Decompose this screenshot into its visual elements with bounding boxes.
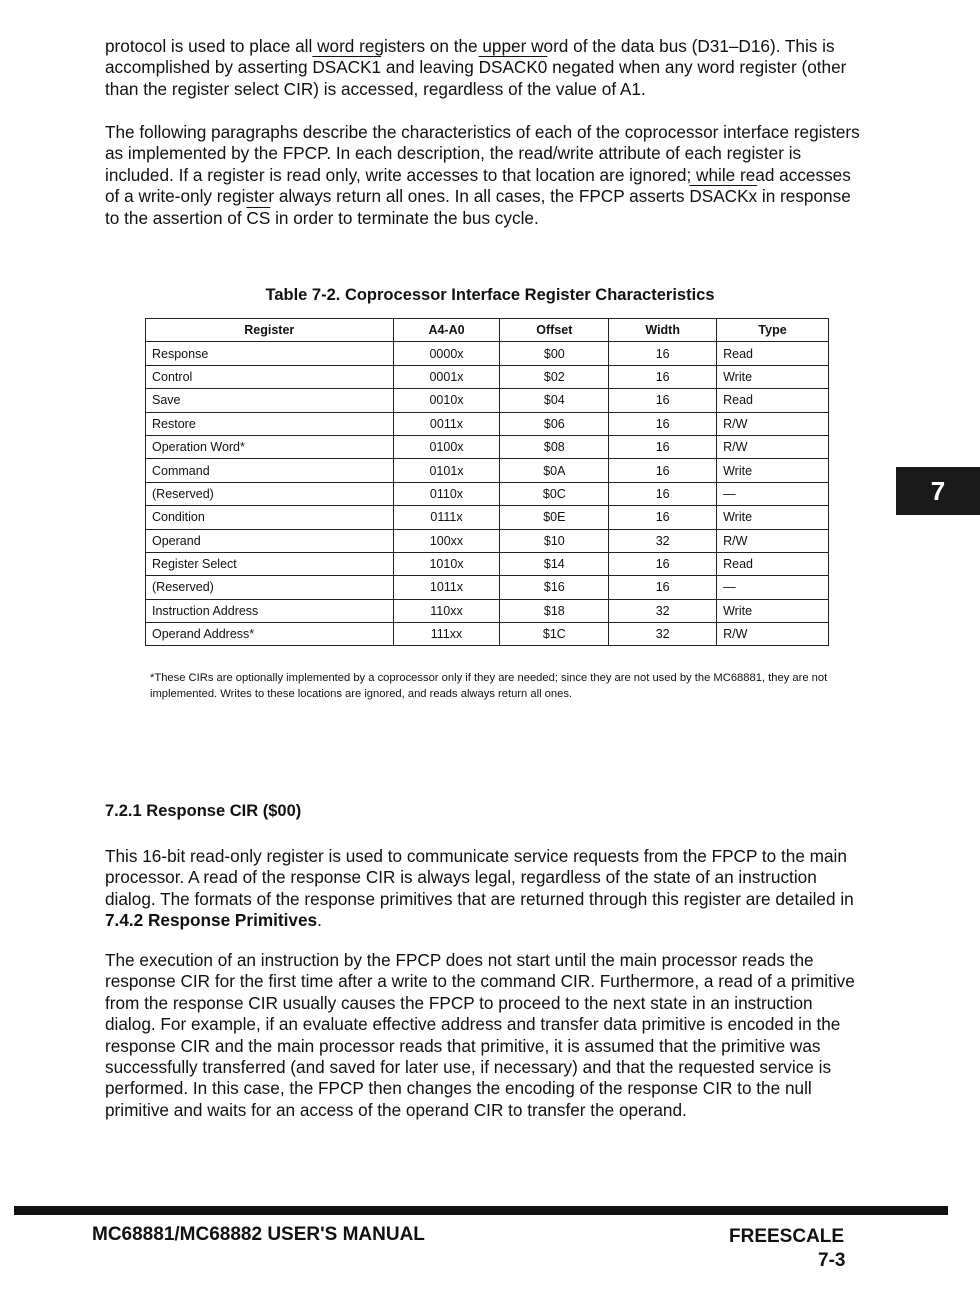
cell-type: Read [717,342,829,365]
cell-offset: $02 [500,365,609,388]
register-table [145,318,829,646]
cell-register: Register Select [146,552,394,575]
cell-a4-a0: 0101x [393,459,500,482]
signal-cs: $\overline{CS}$ [246,207,271,228]
table-row [146,412,829,435]
table-row [146,482,829,505]
intro-p2-text-b: in response to the assertion of [105,186,851,228]
cell-register: Control [146,365,394,388]
cell-type: — [717,576,829,599]
cell-type: Write [717,599,829,622]
table-header-row [146,319,829,342]
cell-a4-a0: 0110x [393,482,500,505]
intro-paragraph-2 [105,122,867,229]
section-p1-text-a: This 16-bit read-only register is used to communicate service requests from the FPCP to the main processor. A read of the response CIR is always legal, regardless of the state of an instruction dialog. The formats of the response primitives that are returned through this register are detailed in [105,846,854,909]
header-offset: Offset [500,319,609,342]
cell-register: Operation Word* [146,435,394,458]
cell-register: Save [146,389,394,412]
cell-a4-a0: 0111x [393,506,500,529]
table-row [146,552,829,575]
intro-p2-text-a: The following paragraphs describe the characteristics of each of the coprocessor interface registers as implemented by the FPCP. In each description, the read/write attribute of each register is included. If a register is read only, write accesses to that location are ignored; while read accesses of a write-only register always return all ones. In all cases, the FPCP asserts [105,122,860,207]
cell-a4-a0: 111xx [393,623,500,646]
section-reference: 7.4.2 Response Primitives [105,910,318,931]
cell-a4-a0: 0100x [393,435,500,458]
cell-width: 16 [609,342,717,365]
cell-offset: $18 [500,599,609,622]
intro-p1-text-b: and leaving [381,57,479,78]
cell-register: Operand [146,529,394,552]
cell-type: R/W [717,529,829,552]
cell-offset: $00 [500,342,609,365]
section-heading: 7.2.1 Response CIR ($00) [105,802,302,820]
cell-offset: $0C [500,482,609,505]
table-body [146,342,829,646]
cell-offset: $08 [500,435,609,458]
cell-register: Command [146,459,394,482]
cell-type: R/W [717,412,829,435]
cell-type: Read [717,552,829,575]
table-footnote: *These CIRs are optionally implemented by a coprocessor only if they are needed; since they are not used by the MC68881, they are not implemented. Writes to these locations are ignored, and reads always return all ones. [150,672,828,700]
section-paragraph-1 [105,846,867,932]
cell-offset: $16 [500,576,609,599]
cell-a4-a0: 0011x [393,412,500,435]
table-row [146,342,829,365]
footer-brand: FREESCALE [729,1226,845,1247]
cell-width: 16 [609,506,717,529]
cell-offset: $06 [500,412,609,435]
header-width: Width [609,319,717,342]
cell-width: 16 [609,412,717,435]
cell-width: 16 [609,576,717,599]
cell-register: Condition [146,506,394,529]
footer-manual-title: MC68881/MC68882 USER'S MANUAL [92,1224,425,1245]
cell-a4-a0: 1010x [393,552,500,575]
intro-paragraph-1 [105,36,867,100]
cell-register: (Reserved) [146,482,394,505]
cell-type: Write [717,459,829,482]
cell-type: — [717,482,829,505]
cell-type: Write [717,506,829,529]
intro-p2-text-c: in order to terminate the bus cycle. [270,207,539,228]
footer-page-number: 7-3 [818,1250,846,1271]
cell-a4-a0: 100xx [393,529,500,552]
table-row [146,435,829,458]
cell-a4-a0: 0010x [393,389,500,412]
table-title: Table 7-2. Coprocessor Interface Register Characteristics [265,286,715,304]
signal-dsack1: DSACK1 [312,57,382,78]
cell-register: Restore [146,412,394,435]
cell-offset: $1C [500,623,609,646]
cell-register: Response [146,342,394,365]
cell-register: (Reserved) [146,576,394,599]
cell-a4-a0: 0000x [393,342,500,365]
cell-width: 16 [609,482,717,505]
header-type: Type [717,319,829,342]
cell-a4-a0: 1011x [393,576,500,599]
signal-dsack0: DSACK0 [478,57,548,78]
cell-width: 16 [609,365,717,388]
cell-width: 16 [609,435,717,458]
cell-register: Instruction Address [146,599,394,622]
section-p1-text-b: . [317,910,322,931]
header-register: Register [146,319,394,342]
cell-register: Operand Address* [146,623,394,646]
footer-rule [14,1206,948,1215]
cell-offset: $10 [500,529,609,552]
cell-width: 16 [609,389,717,412]
table-row [146,623,829,646]
table-row [146,506,829,529]
cell-a4-a0: 110xx [393,599,500,622]
signal-dsackx: DSACKx [689,186,758,207]
cell-width: 16 [609,552,717,575]
table-row [146,389,829,412]
intro-p1-text-c: negated when any word register (other than the register select CIR) is accessed, regardless of the value of A1. [105,57,847,99]
cell-offset: $04 [500,389,609,412]
cell-width: 16 [609,459,717,482]
table-row [146,599,829,622]
cell-offset: $0A [500,459,609,482]
section-paragraph-2: The execution of an instruction by the FPCP does not start until the main processor reads the response CIR for the first time after a write to the command CIR. Furthermore, a read of a primitive from the response CIR usually causes the FPCP to proceed to the next state in an instruction dialog. For example, if an evaluate effective address and transfer data primitive is encoded in the response CIR and the main processor reads that primitive, it is assumed that the primitive was successfully transferred (and saved for later use, if necessary) and that the requested service is performed. In this case, the FPCP then changes the encoding of the response CIR to the null primitive and waits for an access of the operand CIR to transfer the operand. [105,950,855,1120]
table-row [146,576,829,599]
chapter-tab-marker: 7 [896,467,980,515]
table-row [146,365,829,388]
cell-width: 32 [609,599,717,622]
cell-type: R/W [717,435,829,458]
header-a4-a0: A4-A0 [393,319,500,342]
cell-type: Read [717,389,829,412]
cell-width: 32 [609,623,717,646]
cell-offset: $0E [500,506,609,529]
cell-offset: $14 [500,552,609,575]
table-row [146,529,829,552]
intro-p1-text-a: protocol is used to place all word registers on the upper word of the data bus (D31–D16). This is accomplished by asserting [105,36,835,78]
cell-width: 32 [609,529,717,552]
table-row [146,459,829,482]
cell-type: Write [717,365,829,388]
cell-type: R/W [717,623,829,646]
cell-a4-a0: 0001x [393,365,500,388]
